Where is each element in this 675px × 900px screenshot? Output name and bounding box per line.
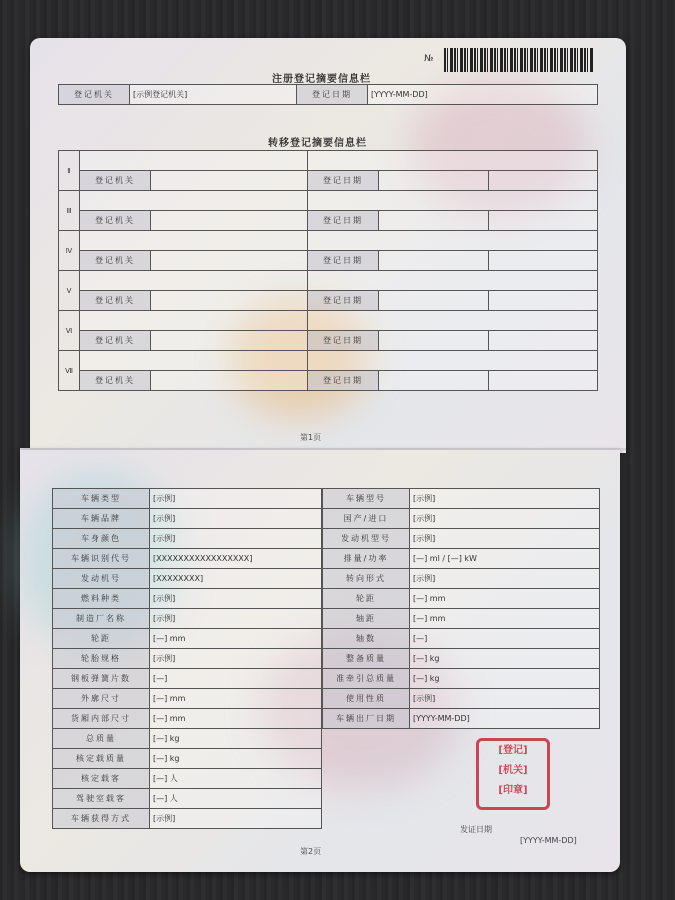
field-row (53, 589, 322, 609)
issue-date-label: 发证日期 (460, 825, 492, 834)
date-value: [YYYY-MM-DD] (368, 85, 598, 105)
field-row (53, 629, 322, 649)
field-label: 车辆获得方式 (53, 809, 150, 829)
transfer-row (59, 271, 598, 291)
field-row (53, 709, 322, 729)
authority-label: 登记机关 (80, 331, 151, 351)
transfer-row (59, 231, 598, 251)
transfer-owner-cell (80, 311, 308, 331)
date-value (379, 371, 489, 391)
field-value: [示例] (410, 489, 600, 509)
row-numeral: Ⅴ (59, 271, 80, 311)
field-row (53, 549, 322, 569)
field-row (323, 489, 600, 509)
field-row (53, 789, 322, 809)
field-value: [—] kg (150, 749, 322, 769)
row-numeral: Ⅶ (59, 351, 80, 391)
authority-value (151, 171, 308, 191)
transfer-row (59, 191, 598, 211)
field-row (53, 509, 322, 529)
date-value (379, 171, 489, 191)
transfer-id-cell (308, 191, 598, 211)
transfer-row (59, 211, 598, 231)
authority-label: 登记机关 (80, 211, 151, 231)
field-value: [示例] (150, 809, 322, 829)
transfer-id-cell (308, 351, 598, 371)
field-label: 轮距 (323, 589, 410, 609)
transfer-summary-title: 转移登记摘要信息栏 (268, 138, 367, 149)
transfer-row (59, 171, 598, 191)
field-label: 核定载质量 (53, 749, 150, 769)
field-label: 轮胎规格 (53, 649, 150, 669)
field-label: 外廓尺寸 (53, 689, 150, 709)
authority-label: 登记机关 (80, 251, 151, 271)
field-row (323, 549, 600, 569)
registration-header-table (58, 84, 598, 105)
authority-value (151, 291, 308, 311)
transfer-row (59, 351, 598, 371)
transfer-owner-cell (80, 231, 308, 251)
authority-value (151, 251, 308, 271)
date-label: 登记日期 (308, 251, 379, 271)
field-value: [示例] (150, 609, 322, 629)
authority-label: 登记机关 (80, 291, 151, 311)
transfer-id-cell (308, 271, 598, 291)
field-label: 整备质量 (323, 649, 410, 669)
number-label: № (424, 54, 434, 64)
row-numeral: Ⅵ (59, 311, 80, 351)
field-label: 车辆识别代号 (53, 549, 150, 569)
transfer-owner-cell (80, 271, 308, 291)
issue-date-value: [YYYY-MM-DD] (520, 836, 577, 845)
field-label: 轴距 (323, 609, 410, 629)
field-label: 使用性质 (323, 689, 410, 709)
date-label: 登记日期 (297, 85, 368, 105)
field-value: [示例] (150, 589, 322, 609)
date-value (379, 331, 489, 351)
field-value: [—] mm (150, 629, 322, 649)
field-row (323, 569, 600, 589)
field-value: [示例] (150, 529, 322, 549)
row-numeral: Ⅱ (59, 151, 80, 191)
field-value: [—] (150, 669, 322, 689)
field-label: 排量/功率 (323, 549, 410, 569)
field-label: 车辆类型 (53, 489, 150, 509)
field-value: [XXXXXXXX] (150, 569, 322, 589)
field-row (53, 609, 322, 629)
row-numeral: Ⅲ (59, 191, 80, 231)
date-value (379, 291, 489, 311)
field-label: 燃料种类 (53, 589, 150, 609)
official-stamp: [登记] [机关] [印章] (476, 738, 550, 810)
extra-value (488, 171, 598, 191)
field-label: 货厢内部尺寸 (53, 709, 150, 729)
field-value: [示例] (150, 489, 322, 509)
field-label: 轮距 (53, 629, 150, 649)
vehicle-info-right (322, 488, 600, 729)
date-label: 登记日期 (308, 291, 379, 311)
authority-value: [示例登记机关] (130, 85, 297, 105)
field-row (53, 749, 322, 769)
field-row (53, 689, 322, 709)
field-value: [XXXXXXXXXXXXXXXXX] (150, 549, 322, 569)
field-label: 轴数 (323, 629, 410, 649)
field-row (323, 509, 600, 529)
field-row (53, 769, 322, 789)
field-row (53, 649, 322, 669)
authority-label: 登记机关 (80, 171, 151, 191)
field-row (323, 609, 600, 629)
field-value: [示例] (410, 509, 600, 529)
date-label: 登记日期 (308, 331, 379, 351)
extra-value (488, 371, 598, 391)
barcode (444, 48, 594, 72)
field-row (323, 709, 600, 729)
transfer-table (58, 150, 598, 391)
field-row (323, 689, 600, 709)
field-label: 车辆出厂日期 (323, 709, 410, 729)
field-value: [—] ml / [—] kW (410, 549, 600, 569)
row-numeral: Ⅳ (59, 231, 80, 271)
field-row (323, 629, 600, 649)
extra-value (488, 331, 598, 351)
date-label: 登记日期 (308, 371, 379, 391)
field-value: [—] mm (150, 689, 322, 709)
field-label: 发动机型号 (323, 529, 410, 549)
field-label: 发动机号 (53, 569, 150, 589)
transfer-owner-cell (80, 151, 308, 171)
field-value: [示例] (410, 529, 600, 549)
extra-value (488, 251, 598, 271)
extra-value (488, 291, 598, 311)
field-value: [示例] (410, 689, 600, 709)
field-value: [—] kg (410, 669, 600, 689)
transfer-row (59, 331, 598, 351)
field-label: 驾驶室载客 (53, 789, 150, 809)
date-value (379, 211, 489, 231)
vehicle-info-left (52, 488, 322, 829)
transfer-row (59, 311, 598, 331)
field-label: 车辆型号 (323, 489, 410, 509)
field-label: 转向形式 (323, 569, 410, 589)
field-label: 国产/进口 (323, 509, 410, 529)
field-row (53, 729, 322, 749)
field-row (53, 569, 322, 589)
date-value (379, 251, 489, 271)
field-value: [YYYY-MM-DD] (410, 709, 600, 729)
field-label: 总质量 (53, 729, 150, 749)
transfer-row (59, 291, 598, 311)
transfer-id-cell (308, 231, 598, 251)
registration-summary-title: 注册登记摘要信息栏 (272, 74, 371, 85)
authority-value (151, 371, 308, 391)
field-label: 核定载客 (53, 769, 150, 789)
authority-label: 登记机关 (80, 371, 151, 391)
transfer-id-cell (308, 311, 598, 331)
authority-label: 登记机关 (59, 85, 130, 105)
date-label: 登记日期 (308, 171, 379, 191)
field-label: 车辆品牌 (53, 509, 150, 529)
field-row (53, 529, 322, 549)
transfer-row (59, 251, 598, 271)
field-row (323, 529, 600, 549)
field-row (53, 669, 322, 689)
field-value: [—] kg (410, 649, 600, 669)
field-label: 制造厂名称 (53, 609, 150, 629)
transfer-row (59, 151, 598, 171)
field-row (323, 589, 600, 609)
field-row (323, 669, 600, 689)
field-value: [示例] (410, 569, 600, 589)
authority-value (151, 331, 308, 351)
transfer-owner-cell (80, 191, 308, 211)
field-label: 准牵引总质量 (323, 669, 410, 689)
field-value: [—] kg (150, 729, 322, 749)
transfer-owner-cell (80, 351, 308, 371)
field-value: [—] (410, 629, 600, 649)
field-row (53, 809, 322, 829)
field-value: [—] mm (150, 709, 322, 729)
page-1-label: 第1页 (300, 433, 322, 442)
field-value: [—] 人 (150, 769, 322, 789)
field-value: [—] mm (410, 609, 600, 629)
transfer-row (59, 371, 598, 391)
extra-value (488, 211, 598, 231)
field-row (323, 649, 600, 669)
field-value: [示例] (150, 649, 322, 669)
field-label: 车身颜色 (53, 529, 150, 549)
field-value: [—] 人 (150, 789, 322, 809)
field-value: [示例] (150, 509, 322, 529)
field-label: 钢板弹簧片数 (53, 669, 150, 689)
page-2-label: 第2页 (300, 847, 322, 856)
authority-value (151, 211, 308, 231)
date-label: 登记日期 (308, 211, 379, 231)
field-row (53, 489, 322, 509)
transfer-id-cell (308, 151, 598, 171)
field-value: [—] mm (410, 589, 600, 609)
